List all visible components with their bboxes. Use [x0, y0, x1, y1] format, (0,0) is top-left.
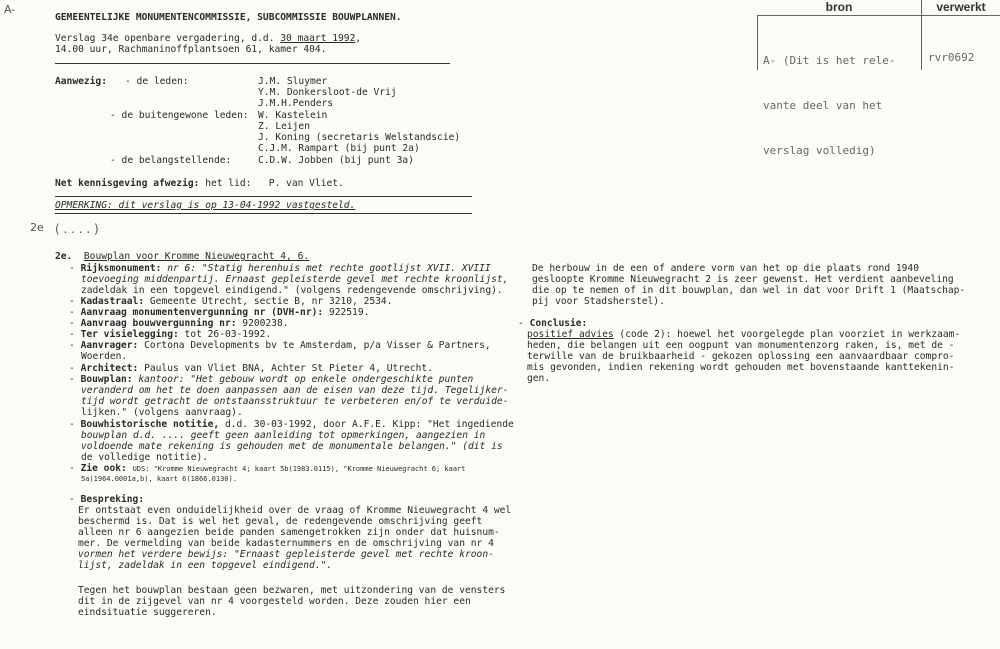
- members-label: - de leden:: [125, 76, 189, 87]
- bespreking-label: Bespreking:: [80, 494, 145, 505]
- conclusie-text: terwille van de bruikbaarheid - gekozen oplossing een aanvaardbaar compro-: [527, 351, 955, 362]
- conclusie-text: (code 2): hoewel het voorgelegde plan voorziet in werkzaam-: [613, 329, 961, 340]
- bespreking-text: vormen het verdere bewijs: "Ernaast gepleisterde gevel met rechte kroon-: [78, 549, 494, 560]
- item-number: 2e.: [55, 251, 73, 262]
- bespreking-text-2: eindsituatie suggereren.: [78, 607, 217, 618]
- bron-text-line: verslag volledig): [763, 144, 876, 157]
- conclusie-text: mis gevonden, indien rekening wordt gehouden met bovenstaande kanttekenin-: [527, 362, 955, 373]
- remark: OPMERKING: dit verslag is op 13-04-1992 vastgesteld.: [55, 200, 356, 211]
- kadastraal-value: Gemeente Utrecht, sectie B, nr 3210, 2534.: [149, 296, 393, 307]
- header-rule: [55, 63, 450, 64]
- kadastraal-line: - Kadastraal: Gemeente Utrecht, sectie B, nr 3210, 2534.: [69, 296, 393, 307]
- item-header: [55, 251, 309, 263]
- bespreking-line: - Bespreking:: [69, 494, 145, 505]
- extra-member-name: Z. Leijen: [258, 121, 310, 132]
- member-name: J.M.H.Penders: [258, 98, 334, 109]
- box-divider-line: [921, 0, 922, 70]
- zie-ook-text: UDS: "Kromme Nieuwegracht 4; kaart 5b(1983.0115), "Kromme Nieuwegracht 6; kaart: [132, 465, 466, 473]
- meeting-suffix: ,: [355, 33, 362, 44]
- extra-member-name: W. Kastelein: [258, 110, 328, 121]
- extra-member-name: C.J.M. Rampart (bij punt 2a): [258, 143, 420, 154]
- bron-text: [763, 23, 895, 188]
- document-title: GEMEENTELIJKE MONUMENTENCOMMISSIE, SUBCOMMISSIE BOUWPLANNEN.: [55, 12, 402, 23]
- bouwplan-text: tijd wordt getracht de ontstaansstruktuur te verbeteren en/of te verduide-: [81, 396, 509, 407]
- bespreking-text: Er ontstaat even onduidelijkheid over de vraag of Kromme Nieuwegracht 4 wel: [78, 505, 512, 516]
- kadastraal-label: Kadastraal:: [80, 296, 145, 307]
- present-label: Aanwezig:: [55, 76, 107, 87]
- margin-section-mark: 2e: [30, 221, 44, 234]
- monumentenvergunning-label: Aanvraag monumentenvergunning nr (DVH-nr):: [80, 307, 324, 318]
- monumentenvergunning-value: 922519.: [328, 307, 370, 318]
- architect-label: Architect:: [80, 363, 139, 374]
- meeting-line-2: 14.00 uur, Rachmaninoffplantsoen 61, kamer 404.: [55, 44, 327, 55]
- bouwplan-line: - Bouwplan: kantoor: "Het gebouw wordt op enkele ondergeschikte punten: [69, 374, 474, 385]
- bespreking-text: mer. De vermelding van beide kadasternummers en de omschrijving van nr 4: [78, 538, 494, 549]
- monumentenvergunning-line: - Aanvraag monumentenvergunning nr (DVH-nr): 922519.: [69, 307, 370, 318]
- extra-member-name: J. Koning (secretaris Welstandscie): [258, 132, 461, 143]
- ter-visielegging-label: Ter visielegging:: [80, 329, 179, 340]
- bron-text-line: A- (Dit is het rele-: [763, 54, 896, 67]
- bron-verwerkt-box: [757, 0, 1000, 157]
- box-header-line: [757, 15, 1000, 16]
- notitie-text: de volledige notitie).: [81, 452, 209, 463]
- aanvrager-label: Aanvrager:: [80, 340, 139, 351]
- absent-line: [55, 178, 344, 190]
- bouwplan-text: kantoor: "Het gebouw wordt op enkele ondergeschikte punten: [138, 374, 474, 385]
- bespreking-text: lijst, zadeldak in een topgevel eindigend.".: [78, 560, 333, 571]
- absent-name: P. van Vliet.: [268, 178, 344, 189]
- herbouw-text: pij voor Stadsherstel).: [532, 296, 665, 307]
- verwerkt-label: verwerkt: [936, 0, 986, 14]
- bespreking-text-2: dit in de zijgevel van nr 4 voorgesteld worden. Deze zouden hier een: [78, 596, 471, 607]
- member-name: Y.M. Donkersloot-de Vrij: [258, 87, 397, 98]
- conclusie-head-line: [527, 329, 960, 341]
- bouwvergunning-label: Aanvraag bouwvergunning nr:: [80, 318, 237, 329]
- remark-rule-top: [55, 196, 472, 197]
- margin-a-mark: A-: [4, 3, 16, 16]
- aanvrager-value: Cortona Developments bv te Amsterdam, p/a Visser & Partners,: [144, 340, 491, 351]
- rijks-text: toevoeging middenpartij. Ernaast gepleisterde gevel met rechte kroonlijst,: [81, 274, 509, 285]
- absent-label: Net kennisgeving afwezig:: [55, 178, 200, 189]
- bespreking-text: beschermd is. Dat is wel het geval, de redengevende omschrijving geeft: [78, 516, 483, 527]
- interested-name: C.D.W. Jobben (bij punt 3a): [258, 155, 414, 166]
- aanvrager-value: Woerden.: [81, 351, 128, 362]
- meeting-date: 30 maart 1992: [280, 33, 356, 44]
- zie-ook-line: - Zie ook: UDS: "Kromme Nieuwegracht 4; kaart 5b(1983.0115), "Kromme Nieuwegracht 6; kaart: [69, 463, 466, 474]
- rijks-line: - Rijksmonument: nr 6: "Statig herenhuis met rechte gootlijst XVII. XVIII: [69, 263, 491, 274]
- zie-ook-label: Zie ook:: [80, 463, 127, 474]
- verwerkt-code: rvr0692: [928, 51, 975, 64]
- conclusie-line: - Conclusie:: [518, 318, 588, 329]
- notitie-line: - Bouwhistorische notitie, d.d. 30-03-1992, door A.F.E. Kipp: "Het ingediende: [69, 419, 514, 430]
- notitie-label: Bouwhistorische notitie,: [80, 419, 220, 430]
- meeting-prefix: Verslag 34e openbare vergadering, d.d.: [55, 33, 281, 44]
- notitie-text: d.d. 30-03-1992, door A.F.E. Kipp: "Het ingediende: [224, 419, 514, 430]
- bron-label: bron: [825, 0, 853, 14]
- conclusie-text: gen.: [527, 373, 551, 384]
- member-name: J.M. Sluymer: [258, 76, 328, 87]
- bouwvergunning-line: - Aanvraag bouwvergunning nr: 9200238.: [69, 318, 289, 329]
- conclusie-advies: positief advies: [527, 329, 614, 340]
- bron-text-line: vante deel van het: [763, 99, 883, 112]
- conclusie-text: heden, die belangen uit een oogpunt van monumentenzorg raken, is, met de -: [527, 340, 955, 351]
- herbouw-text: gesloopte Kromme Nieuwegracht 2 is zeer gewenst. Het verdient aanbeveling: [532, 274, 954, 285]
- bouwplan-text: veranderd om het te doen aanpassen aan de eisen van deze tijd. Tegelijker-: [81, 385, 509, 396]
- bouwplan-label: Bouwplan:: [80, 374, 133, 385]
- architect-value: Paulus van Vliet BNA, Achter St Pieter 4, Utrecht.: [144, 363, 433, 374]
- conclusie-label: Conclusie:: [529, 318, 588, 329]
- herbouw-text: De herbouw in de een of andere vorm van het op die plaats rond 1940: [532, 263, 919, 274]
- box-left-line: [757, 15, 758, 70]
- ellipsis: ( . . . . ): [55, 222, 99, 236]
- extra-members-label: - de buitengewone leden:: [110, 110, 249, 121]
- aanvrager-line: - Aanvrager: Cortona Developments bv te Amsterdam, p/a Visser & Partners,: [69, 340, 491, 351]
- meeting-line-1: [55, 33, 361, 45]
- architect-line: - Architect: Paulus van Vliet BNA, Achter St Pieter 4, Utrecht.: [69, 363, 433, 374]
- rijks-label: Rijksmonument:: [80, 263, 162, 274]
- interested-label: - de belangstellende:: [110, 155, 232, 166]
- item-title: Bouwplan voor Kromme Nieuwegracht 4, 6.: [83, 251, 310, 262]
- rijks-text: nr 6: "Statig herenhuis met rechte gootlijst XVII. XVIII: [167, 263, 491, 274]
- ter-visielegging-line: - Ter visielegging: tot 26-03-1992.: [69, 329, 272, 340]
- herbouw-text: die op te nemen of in dit bouwplan, dan wel in dat voor Drift 1 (Maatschap-: [532, 285, 966, 296]
- ter-visielegging-value: tot 26-03-1992.: [184, 329, 272, 340]
- absent-text: het lid:: [205, 178, 252, 189]
- bespreking-text-2: Tegen het bouwplan bestaan geen bezwaren, met uitzondering van de vensters: [78, 585, 506, 596]
- remark-rule-bottom: [55, 213, 472, 214]
- zie-ook-text: 5a(1964.0001a,b), kaart 6(1866.0130).: [81, 475, 237, 483]
- bouwplan-text: lijken." (volgens aanvraag).: [81, 407, 243, 418]
- bespreking-text: alleen nr 6 aangezien beide panden samengetrokken zijn onder dat huisnum-: [78, 527, 500, 538]
- notitie-text: voldoende mate rekening is gehouden met de monumentale belangen." (dit is: [81, 441, 503, 452]
- notitie-text: bouwplan d.d. .... geeft geen aanleiding tot opmerkingen, aangezien in: [81, 430, 486, 441]
- bouwvergunning-value: 9200238.: [242, 318, 289, 329]
- rijks-text: zadeldak in een topgevel eindigend." (volgens redengevende omschrijving).: [81, 285, 503, 296]
